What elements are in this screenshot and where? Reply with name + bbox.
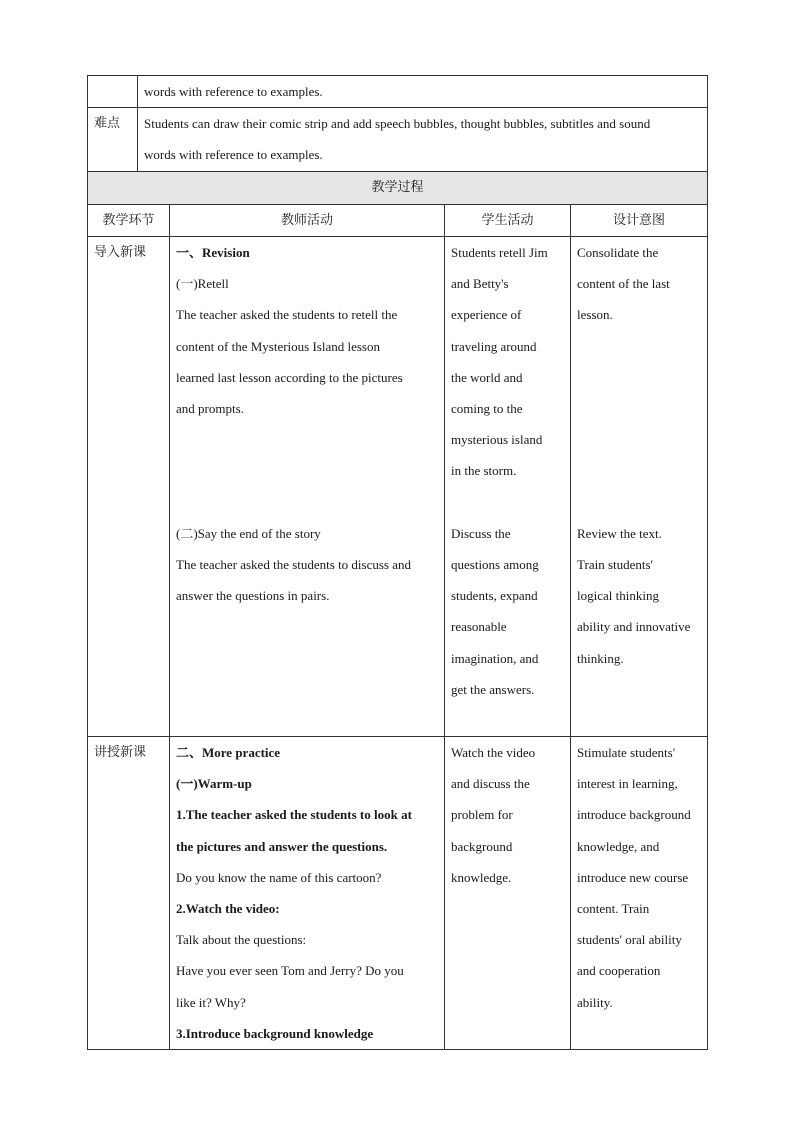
row-label	[88, 108, 138, 171]
subheading: (一)Warm-up	[176, 776, 252, 792]
table-row	[88, 737, 708, 1050]
header-student-activity: 学生活动	[445, 205, 571, 237]
text-line: content of the Mysterious Island lesson	[176, 338, 380, 354]
text-line: coming to the	[451, 401, 523, 417]
text-line: mysterious island	[451, 432, 543, 448]
text-line: and Betty's	[451, 276, 509, 292]
stage-cell	[88, 737, 170, 1050]
text-line: background	[451, 838, 513, 854]
spacer	[577, 331, 701, 362]
text-line: introduce new course	[577, 869, 689, 885]
top-table-row	[88, 108, 708, 171]
text-line: knowledge.	[451, 869, 512, 885]
text-line: learned last lesson according to the pictures	[176, 369, 403, 385]
spacer	[577, 455, 701, 486]
text-line: the world and	[451, 369, 523, 385]
text-line: and cooperation	[577, 963, 661, 979]
text-line: Stimulate students'	[577, 745, 676, 760]
stage-cell	[88, 237, 170, 737]
text-line: Students retell Jim	[451, 245, 548, 260]
text-line: 1.The teacher asked the students to look at	[176, 807, 412, 823]
text-line: Do you know the name of this cartoon?	[176, 869, 382, 885]
text-line: Train students'	[577, 556, 653, 572]
table-row	[88, 237, 708, 737]
text-line: answer the questions in pairs.	[176, 588, 330, 604]
subheading: (一)Retell	[176, 276, 229, 292]
text-line: Have you ever seen Tom and Jerry? Do you	[176, 963, 404, 979]
text-line: Students can draw their comic strip and add speech bubbles, thought bubbles, subtitles and sound	[144, 116, 651, 132]
text-line: logical thinking	[577, 588, 659, 604]
text-line: Watch the video	[451, 745, 536, 760]
title-row	[88, 172, 708, 205]
text-line: problem for	[451, 807, 513, 823]
text-line: knowledge, and	[577, 838, 660, 854]
text-line: and prompts.	[176, 401, 244, 417]
text-line: reasonable	[451, 619, 507, 635]
student-activity-cell	[445, 237, 571, 737]
spacer	[577, 424, 701, 455]
text-line: students' oral ability	[577, 932, 682, 948]
text-line: content of the last	[577, 276, 670, 292]
row-content	[138, 76, 708, 108]
teaching-process-table	[87, 171, 708, 1050]
text-line: the pictures and answer the questions.	[176, 838, 388, 854]
text-line: Review the text.	[577, 525, 662, 541]
top-table	[87, 75, 708, 172]
text-line: questions among	[451, 557, 539, 573]
design-intent-cell	[571, 237, 708, 737]
stage-label: 导入新课	[94, 245, 147, 260]
section-heading: 二、More practice	[176, 745, 281, 760]
text-line: students, expand	[451, 588, 538, 604]
spacer	[451, 487, 564, 518]
spacer	[577, 487, 701, 518]
text-line: get the answers.	[451, 681, 535, 697]
text-line: content. Train	[577, 901, 650, 917]
text-line: The teacher asked the students to discuss and	[176, 556, 412, 572]
text-line: imagination, and	[451, 650, 539, 666]
text-line: Talk about the questions:	[176, 932, 307, 948]
section-heading: 一、Revision	[176, 245, 250, 260]
text-line: Discuss the	[451, 525, 511, 541]
spacer	[176, 455, 438, 486]
header-design-intent: 设计意图	[571, 205, 708, 237]
row-content	[138, 108, 708, 171]
text-line: words with reference to examples.	[144, 84, 323, 99]
design-intent-cell	[571, 737, 708, 1050]
teacher-activity-cell	[170, 737, 445, 1050]
text-line: introduce background	[577, 807, 691, 823]
subheading: (二)Say the end of the story	[176, 525, 321, 541]
text-line: lesson.	[577, 307, 613, 323]
text-line: in the storm.	[451, 463, 517, 479]
spacer	[176, 424, 438, 455]
text-line: traveling around	[451, 338, 537, 354]
teacher-activity-cell	[170, 237, 445, 737]
spacer	[176, 487, 438, 518]
text-line: interest in learning,	[577, 776, 678, 792]
text-line: experience of	[451, 307, 522, 323]
text-line: words with reference to examples.	[144, 147, 323, 163]
student-activity-cell	[445, 737, 571, 1050]
stage-label: 讲授新课	[94, 745, 147, 760]
text-line: Consolidate the	[577, 245, 659, 260]
text-line: ability.	[577, 994, 613, 1010]
text-line: ability and innovative	[577, 619, 691, 635]
spacer	[577, 393, 701, 424]
text-line: like it? Why?	[176, 994, 246, 1010]
header-row	[88, 205, 708, 237]
text-line: and discuss the	[451, 776, 530, 792]
text-line: 2.Watch the video:	[176, 901, 280, 917]
table-title: 教学过程	[88, 172, 708, 205]
text-line: The teacher asked the students to retell the	[176, 307, 398, 323]
row-label	[88, 76, 138, 108]
top-table-row	[88, 76, 708, 108]
header-stage: 教学环节	[88, 205, 170, 237]
header-teacher-activity: 教师活动	[170, 205, 445, 237]
text-line: thinking.	[577, 650, 624, 666]
spacer	[577, 362, 701, 393]
difficulty-label: 难点	[94, 116, 121, 132]
text-line: 3.Introduce background knowledge	[176, 1025, 374, 1041]
